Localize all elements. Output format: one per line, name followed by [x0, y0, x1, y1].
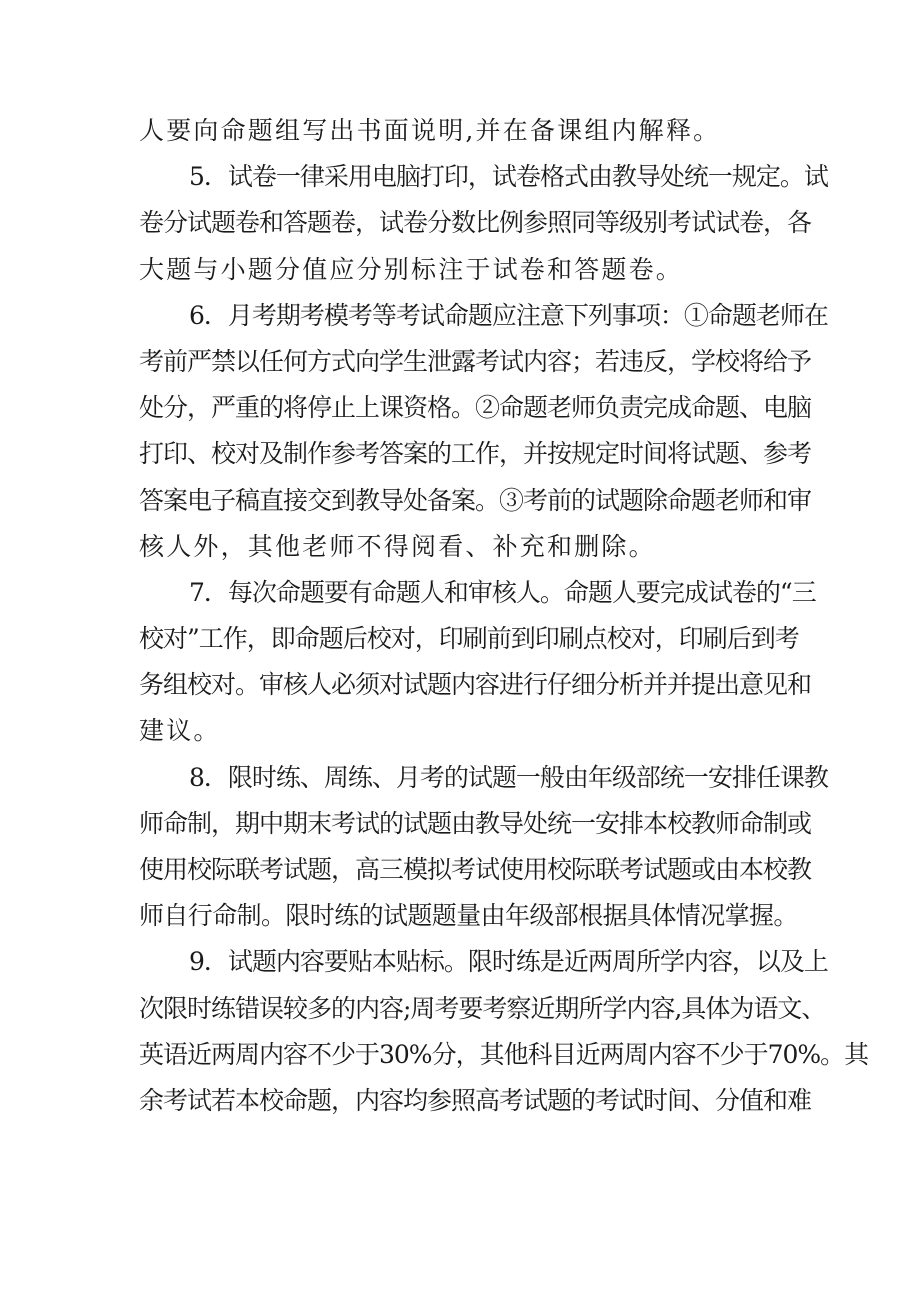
text-line: 务组校对。审核人必须对试题内容进行仔细分析并并提出意见和: [139, 670, 812, 700]
text-line: 大题与小题分值应分别标注于试卷和答题卷。: [139, 254, 684, 284]
text-line: 8．限时练、周练、月考的试题一般由年级部统一安排任课教: [189, 762, 828, 792]
text-line: 余考试若本校命题，内容均参照高考试题的考试时间、分值和难: [139, 1085, 812, 1115]
text-line: 使用校际联考试题，高三模拟考试使用校际联考试题或由本校教: [139, 855, 812, 884]
text-line: 核人外，其他老师不得阅看、补充和删除。: [139, 531, 656, 561]
text-line: 人要向命题组写出书面说明,并在备课组内解释。: [139, 116, 721, 145]
document-body: [139, 108, 869, 1124]
text-line: 师命制，期中期末考试的试题由教导处统一安排本校教师命制或: [139, 808, 812, 838]
text-line: 7．每次命题要有命题人和审核人。命题人要完成试卷的“三: [189, 577, 816, 607]
text-line: 9．试题内容要贴本贴标。限时练是近两周所学内容，以及上: [189, 947, 828, 977]
text-line: 5．试卷一律采用电脑打印，试卷格式由教导处统一规定。试: [189, 162, 828, 192]
text-line: 考前严禁以任何方式向学生泄露考试内容；若违反，学校将给予: [139, 346, 812, 376]
text-line: 建议。: [139, 716, 221, 746]
text-line: 英语近两周内容不少于30%分，其他科目近两周内容不少于70%。其: [139, 1039, 869, 1069]
text-line: 校对”工作，即命题后校对，印刷前到印刷点校对，印刷后到考: [139, 624, 799, 654]
text-line: 打印、校对及制作参考答案的工作，并按规定时间将试题、参考: [139, 439, 812, 469]
text-line: 6．月考期考模考等考试命题应注意下列事项：①命题老师在: [189, 300, 828, 330]
text-line: 师自行命制。限时练的试题题量由年级部根据具体情况掌握。: [139, 901, 798, 931]
text-line: 答案电子稿直接交到教导处备案。③考前的试题除命题老师和审: [139, 485, 812, 515]
text-line: 次限时练错误较多的内容;周考要考察近期所学内容,具体为语文、: [139, 993, 826, 1023]
text-line: 处分，严重的将停止上课资格。②命题老师负责完成命题、电脑: [139, 393, 812, 423]
text-line: 卷分试题卷和答题卷，试卷分数比例参照同等级别考试试卷，各: [139, 208, 812, 238]
